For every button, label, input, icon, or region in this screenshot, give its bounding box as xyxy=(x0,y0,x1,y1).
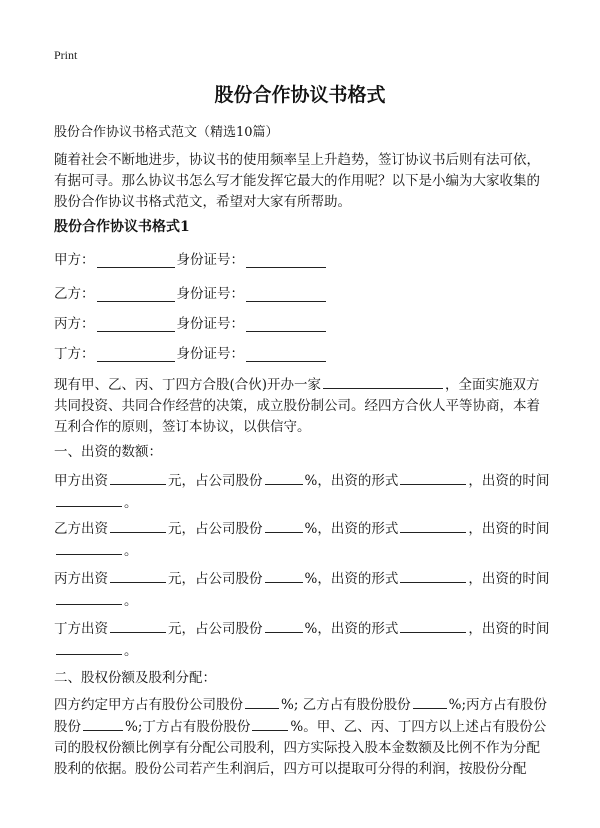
percent-blank xyxy=(265,568,303,583)
id-number-blank xyxy=(246,347,326,362)
equity-paragraph xyxy=(54,694,550,780)
party-name-blank xyxy=(97,347,175,362)
party-row-jia xyxy=(54,248,328,268)
investment-label: 丁方出资 xyxy=(54,621,108,637)
equity-text: %; 乙方占有股份股份 xyxy=(281,697,411,713)
form-blank xyxy=(400,568,466,583)
investment-row xyxy=(54,568,550,612)
time-text: ，出资的时间 xyxy=(468,473,550,489)
yuan-text: 元，占公司股份 xyxy=(168,571,263,587)
yuan-text: 元，占公司股份 xyxy=(168,521,263,537)
party-row-yi xyxy=(54,282,328,302)
time-text: ，出资的时间 xyxy=(468,521,550,537)
id-number-blank xyxy=(246,287,326,302)
end-mark: 。 xyxy=(124,543,138,559)
end-mark: 。 xyxy=(124,593,138,609)
id-label: 身份证号： xyxy=(176,252,244,268)
amount-blank xyxy=(110,518,166,533)
company-name-blank xyxy=(323,374,443,389)
print-label[interactable]: Print xyxy=(54,48,78,62)
investment-row xyxy=(54,518,550,562)
document-subtitle: 股份合作协议书格式范文（精选10篇） xyxy=(54,125,279,140)
company-paragraph-end: ，全面实施双方共同投资、共同合作经营的决策，成立股份制公司。经四方合伙人平等协商，本着互利合作的原则，签订本协议，以供信守。 xyxy=(54,377,540,435)
time-text: ，出资的时间 xyxy=(468,571,550,587)
intro-paragraph: 随着社会不断地进步，协议书的使用频率呈上升趋势，签订协议书后则有法可依，有据可寻。那么协议书怎么写才能发挥它最大的作用呢？以下是小编为大家收集的股份合作协议书格式范文，希望对大家有所帮助。 xyxy=(54,152,540,210)
amount-blank xyxy=(110,618,166,633)
id-label: 身份证号： xyxy=(176,286,244,302)
time-blank xyxy=(56,540,122,555)
form-blank xyxy=(400,518,466,533)
percent-blank xyxy=(252,716,288,731)
form-text: %，出资的形式 xyxy=(304,521,399,537)
party-row-ding xyxy=(54,342,328,362)
investment-label: 乙方出资 xyxy=(54,521,108,537)
percent-blank xyxy=(245,694,279,709)
percent-blank xyxy=(265,470,303,485)
investment-label: 甲方出资 xyxy=(54,473,108,489)
party-row-bing xyxy=(54,312,328,332)
equity-text: %。甲、乙、丙、丁四方以上述占有股份公司的股权份额比例享有分配公司股利，四方实际投入股本金数额及比例不作为分配股利的依据。股份公司若产生利润后，四方可以提取可分得的利润，按股份分配 xyxy=(54,719,547,777)
investment-label: 丙方出资 xyxy=(54,571,108,587)
time-blank xyxy=(56,492,122,507)
amount-blank xyxy=(110,568,166,583)
id-label: 身份证号： xyxy=(176,346,244,362)
investment-row xyxy=(54,470,550,514)
form-text: %，出资的形式 xyxy=(304,571,399,587)
section-1-title: 股份合作协议书格式1 xyxy=(54,219,190,235)
form-text: %，出资的形式 xyxy=(304,621,399,637)
percent-blank xyxy=(265,618,303,633)
investment-row xyxy=(54,618,550,662)
party-name-blank xyxy=(97,287,175,302)
amount-blank xyxy=(110,470,166,485)
percent-blank xyxy=(265,518,303,533)
heading-investment: 一、出资的数额： xyxy=(54,444,162,460)
equity-text: 四方约定甲方占有股份公司股份 xyxy=(54,697,243,713)
equity-text: %;丙方占有股份股份 xyxy=(54,697,548,735)
party-label: 丁方： xyxy=(54,346,95,362)
company-paragraph-start: 现有甲、乙、丙、丁四方合股(合伙)开办一家 xyxy=(54,377,322,393)
yuan-text: 元，占公司股份 xyxy=(168,621,263,637)
form-blank xyxy=(400,470,466,485)
end-mark: 。 xyxy=(124,643,138,659)
party-name-blank xyxy=(97,317,175,332)
document-title: 股份合作协议书格式 xyxy=(214,84,386,106)
party-label: 乙方： xyxy=(54,286,95,302)
id-label: 身份证号： xyxy=(176,316,244,332)
company-paragraph xyxy=(54,374,550,438)
party-label: 甲方： xyxy=(54,252,95,268)
id-number-blank xyxy=(246,253,326,268)
id-number-blank xyxy=(246,317,326,332)
party-name-blank xyxy=(97,253,175,268)
percent-blank xyxy=(413,694,447,709)
time-blank xyxy=(56,590,122,605)
heading-equity: 二、股权份额及股利分配： xyxy=(54,670,216,686)
form-text: %，出资的形式 xyxy=(304,473,399,489)
form-blank xyxy=(400,618,466,633)
yuan-text: 元，占公司股份 xyxy=(168,473,263,489)
time-blank xyxy=(56,640,122,655)
time-text: ，出资的时间 xyxy=(468,621,550,637)
end-mark: 。 xyxy=(124,495,138,511)
party-label: 丙方： xyxy=(54,316,95,332)
equity-text: %;丁方占有股份股份 xyxy=(125,719,251,735)
percent-blank xyxy=(83,716,123,731)
